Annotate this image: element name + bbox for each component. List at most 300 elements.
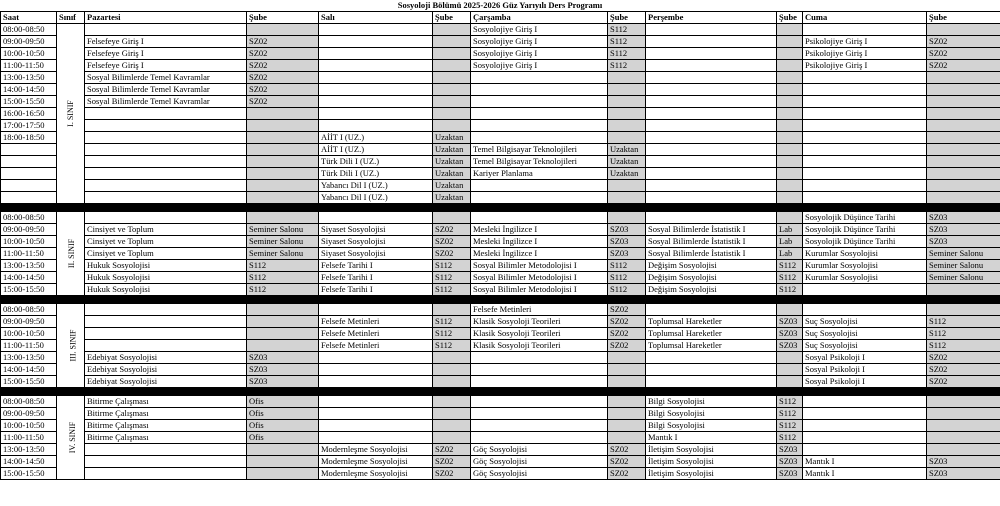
section-cell — [433, 72, 471, 84]
course-cell: Hukuk Sosyolojisi — [85, 284, 247, 296]
course-cell: Sosyolojiye Giriş I — [471, 48, 608, 60]
section-cell: Seminer Salonu — [247, 248, 319, 260]
course-cell — [803, 284, 927, 296]
section-cell: S112 — [433, 260, 471, 272]
table-row — [1, 260, 1000, 272]
header-day: Çarşamba — [471, 12, 608, 24]
section-cell — [247, 444, 319, 456]
course-cell: Klasik Sosyoloji Teorileri — [471, 328, 608, 340]
table-row — [1, 120, 1000, 132]
section-cell — [927, 144, 1000, 156]
course-cell — [85, 144, 247, 156]
course-cell — [646, 132, 777, 144]
course-cell: Sosyal Bilimler Metodolojisi I — [471, 272, 608, 284]
block-separator — [1, 388, 1000, 396]
table-row — [1, 168, 1000, 180]
table-row — [1, 340, 1000, 352]
section-cell: Seminer Salonu — [927, 272, 1000, 284]
course-cell: Psikolojiye Giriş I — [803, 48, 927, 60]
section-cell: S112 — [608, 284, 646, 296]
course-cell — [803, 132, 927, 144]
course-cell — [646, 120, 777, 132]
time-cell: 15:00-15:50 — [1, 468, 57, 480]
section-cell: SZ02 — [247, 60, 319, 72]
course-cell — [471, 84, 608, 96]
section-cell: SZ03 — [247, 376, 319, 388]
section-cell — [433, 352, 471, 364]
course-cell: AİİT I (UZ.) — [319, 144, 433, 156]
section-cell — [433, 48, 471, 60]
section-cell: S112 — [777, 284, 803, 296]
course-cell — [85, 108, 247, 120]
section-cell — [927, 432, 1000, 444]
section-cell: SZ03 — [777, 340, 803, 352]
section-cell: SZ03 — [247, 352, 319, 364]
course-cell: Bilgi Sosyolojisi — [646, 396, 777, 408]
course-cell — [803, 144, 927, 156]
section-cell: S112 — [608, 260, 646, 272]
course-cell — [85, 156, 247, 168]
course-cell — [803, 108, 927, 120]
course-cell — [319, 120, 433, 132]
table-row — [1, 24, 1000, 36]
course-cell — [85, 468, 247, 480]
table-row — [1, 444, 1000, 456]
table-row — [1, 364, 1000, 376]
course-cell: Cinsiyet ve Toplum — [85, 236, 247, 248]
course-cell: Bilgi Sosyolojisi — [646, 408, 777, 420]
section-cell — [927, 72, 1000, 84]
course-cell: Modernleşme Sosyolojisi — [319, 456, 433, 468]
course-cell — [319, 60, 433, 72]
course-cell: Bitirme Çalışması — [85, 408, 247, 420]
separator-bar — [1, 204, 1000, 212]
section-cell: SZ02 — [608, 304, 646, 316]
course-cell: Klasik Sosyoloji Teorileri — [471, 340, 608, 352]
table-row — [1, 248, 1000, 260]
course-cell: Sosyolojik Düşünce Tarihi — [803, 236, 927, 248]
section-cell — [247, 180, 319, 192]
section-cell — [608, 432, 646, 444]
section-cell: S112 — [927, 316, 1000, 328]
time-cell: 11:00-11:50 — [1, 432, 57, 444]
section-cell — [247, 108, 319, 120]
course-cell — [471, 376, 608, 388]
section-cell — [247, 120, 319, 132]
course-cell — [85, 456, 247, 468]
table-row — [1, 328, 1000, 340]
section-cell — [927, 444, 1000, 456]
section-cell — [608, 212, 646, 224]
section-cell: SZ02 — [247, 36, 319, 48]
course-cell: İletişim Sosyolojisi — [646, 456, 777, 468]
section-cell — [433, 84, 471, 96]
course-cell — [471, 212, 608, 224]
course-cell — [803, 96, 927, 108]
section-cell: SZ02 — [927, 376, 1000, 388]
time-cell: 14:00-14:50 — [1, 364, 57, 376]
section-cell — [608, 180, 646, 192]
header-day: Pazartesi — [85, 12, 247, 24]
section-cell — [777, 60, 803, 72]
course-cell: Bitirme Çalışması — [85, 396, 247, 408]
section-cell: Uzaktan — [608, 168, 646, 180]
table-row — [1, 468, 1000, 480]
header-sube: Şube — [608, 12, 646, 24]
course-cell — [85, 24, 247, 36]
header-sinif: Sınıf — [57, 12, 85, 24]
course-cell — [319, 432, 433, 444]
course-cell — [471, 364, 608, 376]
schedule-header — [1, 12, 1000, 24]
course-cell — [319, 96, 433, 108]
section-cell — [777, 24, 803, 36]
section-cell — [247, 316, 319, 328]
table-row — [1, 36, 1000, 48]
course-cell — [646, 192, 777, 204]
course-cell — [646, 48, 777, 60]
section-cell — [433, 96, 471, 108]
section-cell: SZ02 — [433, 236, 471, 248]
table-row — [1, 108, 1000, 120]
course-cell: Kurumlar Sosyolojisi — [803, 248, 927, 260]
separator-bar — [1, 296, 1000, 304]
course-cell — [646, 352, 777, 364]
header-day: Perşembe — [646, 12, 777, 24]
section-cell — [777, 376, 803, 388]
course-cell — [85, 212, 247, 224]
section-cell: S112 — [777, 432, 803, 444]
course-cell: Bitirme Çalışması — [85, 420, 247, 432]
section-cell — [777, 156, 803, 168]
course-cell — [85, 444, 247, 456]
class-level-label: I. SINIF — [65, 100, 75, 127]
time-cell: 13:00-13:50 — [1, 444, 57, 456]
section-cell — [777, 108, 803, 120]
course-cell — [646, 36, 777, 48]
section-cell: SZ02 — [433, 444, 471, 456]
section-cell — [927, 156, 1000, 168]
course-cell: Sosyolojiye Giriş I — [471, 60, 608, 72]
course-cell: Siyaset Sosyolojisi — [319, 236, 433, 248]
course-cell: Mantık I — [646, 432, 777, 444]
header-day: Cuma — [803, 12, 927, 24]
section-cell: Lab — [777, 236, 803, 248]
section-cell: SZ03 — [608, 236, 646, 248]
course-cell — [646, 364, 777, 376]
time-cell — [1, 144, 57, 156]
course-cell — [85, 120, 247, 132]
course-cell — [803, 180, 927, 192]
schedule-table — [0, 11, 1000, 480]
time-cell: 08:00-08:50 — [1, 396, 57, 408]
section-cell: SZ03 — [777, 328, 803, 340]
section-cell — [927, 108, 1000, 120]
course-cell: Suç Sosyolojisi — [803, 340, 927, 352]
time-cell: 08:00-08:50 — [1, 24, 57, 36]
course-cell — [471, 132, 608, 144]
section-cell — [247, 304, 319, 316]
section-cell: S112 — [608, 48, 646, 60]
course-cell — [85, 192, 247, 204]
class-level-cell — [57, 396, 85, 480]
table-row — [1, 144, 1000, 156]
course-cell: Felsefe Metinleri — [319, 316, 433, 328]
course-cell — [803, 84, 927, 96]
course-cell: Sosyal Psikoloji I — [803, 352, 927, 364]
course-cell — [646, 156, 777, 168]
time-cell: 13:00-13:50 — [1, 72, 57, 84]
separator-bar — [1, 388, 1000, 396]
class-level-label: III. SINIF — [68, 329, 78, 362]
section-cell: SZ02 — [927, 36, 1000, 48]
time-cell: 15:00-15:50 — [1, 284, 57, 296]
section-cell — [927, 180, 1000, 192]
course-cell: Sosyal Bilimlerde İstatistik I — [646, 224, 777, 236]
table-row — [1, 272, 1000, 284]
section-cell: Uzaktan — [608, 144, 646, 156]
section-cell — [927, 120, 1000, 132]
section-cell: SZ02 — [247, 96, 319, 108]
section-cell: SZ03 — [927, 468, 1000, 480]
course-cell: Sosyal Bilimlerde Temel Kavramlar — [85, 84, 247, 96]
section-cell: Uzaktan — [433, 132, 471, 144]
course-cell — [646, 144, 777, 156]
table-row — [1, 192, 1000, 204]
section-cell: Seminer Salonu — [247, 224, 319, 236]
section-cell: SZ02 — [433, 248, 471, 260]
course-cell: Felsefeye Giriş I — [85, 60, 247, 72]
course-cell: Sosyal Psikoloji I — [803, 376, 927, 388]
section-cell — [608, 192, 646, 204]
course-cell — [646, 96, 777, 108]
table-row — [1, 284, 1000, 296]
section-cell: S112 — [777, 396, 803, 408]
course-cell — [319, 108, 433, 120]
course-cell: Sosyolojik Düşünce Tarihi — [803, 224, 927, 236]
section-cell: SZ02 — [927, 60, 1000, 72]
course-cell — [471, 408, 608, 420]
section-cell — [433, 24, 471, 36]
section-cell: SZ02 — [608, 444, 646, 456]
course-cell: Cinsiyet ve Toplum — [85, 224, 247, 236]
section-cell — [777, 84, 803, 96]
section-cell: Uzaktan — [433, 144, 471, 156]
time-cell — [1, 192, 57, 204]
course-cell — [319, 396, 433, 408]
course-cell — [319, 376, 433, 388]
block-separator — [1, 296, 1000, 304]
section-cell: SZ02 — [247, 48, 319, 60]
section-cell — [927, 24, 1000, 36]
time-cell: 13:00-13:50 — [1, 352, 57, 364]
table-row — [1, 84, 1000, 96]
course-cell: Toplumsal Hareketler — [646, 328, 777, 340]
section-cell — [247, 168, 319, 180]
section-cell — [433, 108, 471, 120]
section-cell — [247, 456, 319, 468]
section-cell: S112 — [433, 316, 471, 328]
course-cell: Sosyal Bilimlerde İstatistik I — [646, 236, 777, 248]
section-cell — [608, 132, 646, 144]
course-cell — [471, 120, 608, 132]
section-cell: S112 — [608, 24, 646, 36]
course-cell: Göç Sosyolojisi — [471, 468, 608, 480]
table-row — [1, 408, 1000, 420]
course-cell — [646, 72, 777, 84]
header-sube: Şube — [247, 12, 319, 24]
section-cell — [247, 340, 319, 352]
course-cell — [471, 96, 608, 108]
course-cell — [646, 168, 777, 180]
course-cell: Göç Sosyolojisi — [471, 444, 608, 456]
course-cell: Yabancı Dil I (UZ.) — [319, 180, 433, 192]
section-cell: SZ02 — [247, 84, 319, 96]
time-cell: 10:00-10:50 — [1, 420, 57, 432]
section-cell — [608, 376, 646, 388]
course-cell: Sosyal Bilimlerde Temel Kavramlar — [85, 72, 247, 84]
section-cell: S112 — [247, 284, 319, 296]
course-cell — [646, 108, 777, 120]
course-cell: Felsefe Metinleri — [319, 340, 433, 352]
course-cell — [803, 396, 927, 408]
table-row — [1, 432, 1000, 444]
time-cell: 11:00-11:50 — [1, 60, 57, 72]
section-cell: SZ02 — [927, 352, 1000, 364]
section-cell — [777, 132, 803, 144]
section-cell: Uzaktan — [433, 156, 471, 168]
header-saat: Saat — [1, 12, 57, 24]
course-cell: Felsefe Metinleri — [471, 304, 608, 316]
course-cell: Edebiyat Sosyolojisi — [85, 352, 247, 364]
table-row — [1, 72, 1000, 84]
course-cell — [803, 24, 927, 36]
section-cell: Ofis — [247, 396, 319, 408]
section-cell — [433, 408, 471, 420]
course-cell: Toplumsal Hareketler — [646, 316, 777, 328]
section-cell: SZ03 — [608, 224, 646, 236]
course-cell: Psikolojiye Giriş I — [803, 60, 927, 72]
table-row — [1, 396, 1000, 408]
table-row — [1, 304, 1000, 316]
table-row — [1, 180, 1000, 192]
table-row — [1, 376, 1000, 388]
course-cell: Mesleki İngilizce I — [471, 224, 608, 236]
section-cell — [777, 48, 803, 60]
course-cell: Hukuk Sosyolojisi — [85, 272, 247, 284]
course-cell — [319, 352, 433, 364]
course-cell — [471, 192, 608, 204]
section-cell — [777, 212, 803, 224]
course-cell — [319, 364, 433, 376]
section-cell — [777, 364, 803, 376]
course-cell — [803, 156, 927, 168]
section-cell: SZ02 — [608, 456, 646, 468]
course-cell — [803, 120, 927, 132]
table-row — [1, 236, 1000, 248]
course-cell — [319, 48, 433, 60]
section-cell — [247, 328, 319, 340]
section-cell — [777, 352, 803, 364]
course-cell: İletişim Sosyolojisi — [646, 444, 777, 456]
section-cell: SZ03 — [247, 364, 319, 376]
header-day: Salı — [319, 12, 433, 24]
section-cell: SZ03 — [927, 224, 1000, 236]
section-cell — [777, 144, 803, 156]
table-row — [1, 420, 1000, 432]
table-row — [1, 212, 1000, 224]
section-cell — [777, 120, 803, 132]
section-cell: Uzaktan — [433, 180, 471, 192]
course-cell: Sosyolojiye Giriş I — [471, 36, 608, 48]
section-cell: SZ02 — [608, 340, 646, 352]
table-row — [1, 352, 1000, 364]
course-cell: Felsefeye Giriş I — [85, 36, 247, 48]
section-cell — [777, 72, 803, 84]
section-cell — [608, 84, 646, 96]
section-cell: SZ03 — [777, 456, 803, 468]
course-cell — [471, 432, 608, 444]
course-cell — [803, 304, 927, 316]
course-cell — [803, 168, 927, 180]
section-cell — [608, 72, 646, 84]
section-cell — [247, 192, 319, 204]
section-cell: Lab — [777, 224, 803, 236]
time-cell: 17:00-17:50 — [1, 120, 57, 132]
section-cell — [433, 420, 471, 432]
section-cell — [433, 364, 471, 376]
course-cell — [319, 84, 433, 96]
course-cell — [319, 304, 433, 316]
time-cell: 09:00-09:50 — [1, 36, 57, 48]
section-cell: S112 — [777, 408, 803, 420]
section-cell — [927, 168, 1000, 180]
section-cell: Ofis — [247, 420, 319, 432]
section-cell — [433, 432, 471, 444]
time-cell: 14:00-14:50 — [1, 456, 57, 468]
header-sube: Şube — [927, 12, 1000, 24]
course-cell — [803, 432, 927, 444]
table-row — [1, 156, 1000, 168]
section-cell: SZ03 — [777, 444, 803, 456]
course-cell: Sosyal Bilimler Metodolojisi I — [471, 284, 608, 296]
course-cell: Klasik Sosyoloji Teorileri — [471, 316, 608, 328]
section-cell — [608, 396, 646, 408]
section-cell: Uzaktan — [433, 168, 471, 180]
course-cell — [646, 84, 777, 96]
section-cell: SZ02 — [927, 364, 1000, 376]
course-cell — [646, 212, 777, 224]
course-cell: Temel Bilgisayar Teknolojileri — [471, 144, 608, 156]
header-sube: Şube — [433, 12, 471, 24]
course-cell: Sosyal Psikoloji I — [803, 364, 927, 376]
time-cell: 10:00-10:50 — [1, 236, 57, 248]
time-cell: 08:00-08:50 — [1, 304, 57, 316]
course-cell — [85, 168, 247, 180]
section-cell — [247, 212, 319, 224]
course-cell — [803, 408, 927, 420]
course-cell: Edebiyat Sosyolojisi — [85, 364, 247, 376]
table-row — [1, 316, 1000, 328]
section-cell — [247, 156, 319, 168]
section-cell — [927, 408, 1000, 420]
time-cell: 13:00-13:50 — [1, 260, 57, 272]
course-cell — [319, 408, 433, 420]
time-cell: 08:00-08:50 — [1, 212, 57, 224]
course-cell — [319, 36, 433, 48]
course-cell: Değişim Sosyolojisi — [646, 284, 777, 296]
course-cell — [85, 340, 247, 352]
